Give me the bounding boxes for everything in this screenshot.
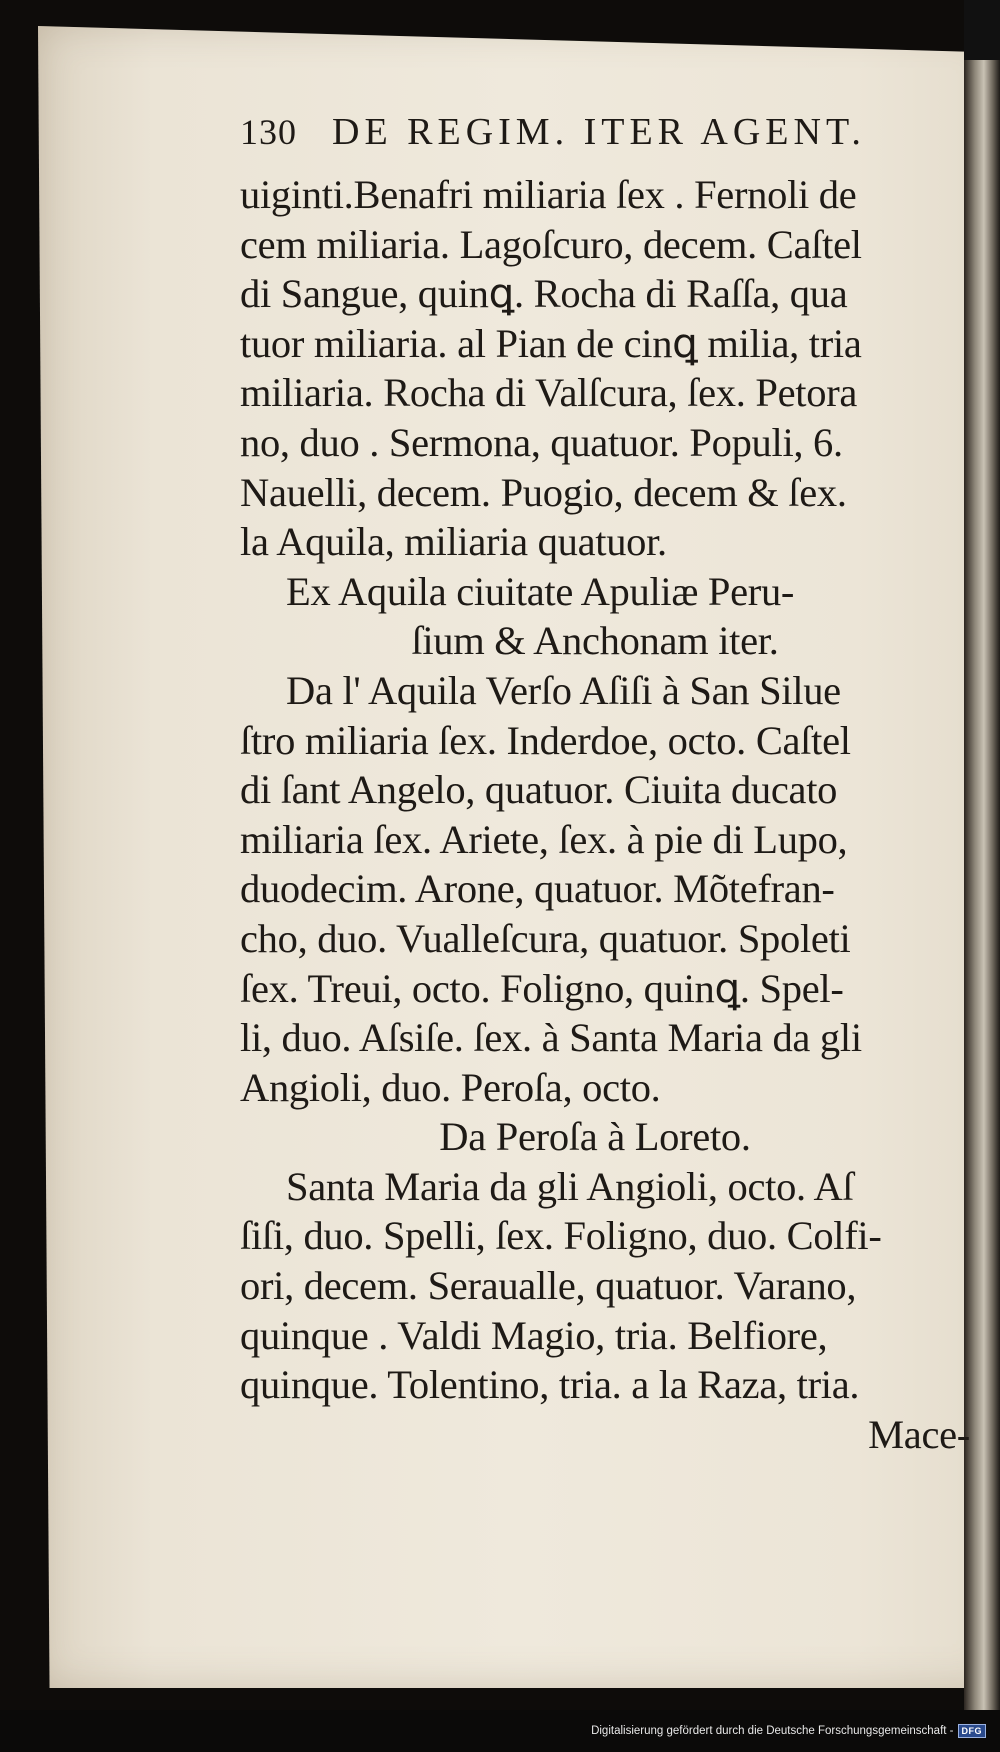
section-heading-line: Ex Aquila ciuitate Apuliæ Peru- <box>286 568 795 614</box>
text-line: di ſant Angelo, quatuor. Ciuita ducato <box>240 767 838 813</box>
catchword: Mace- <box>868 1411 970 1457</box>
text-line: ſtro miliaria ſex. Inderdoe, octo. Caſtel <box>240 717 851 763</box>
text-line: duodecim. Arone, quatuor. Mõtefran- <box>240 866 835 912</box>
text-line: uiginti.Benafri miliaria ſex . Fernoli de <box>240 172 857 217</box>
text-line: la Aquila, miliaria quatuor. <box>240 519 667 565</box>
text-line: ſiſi, duo. Spelli, ſex. Foligno, duo. Colfi- <box>240 1213 882 1259</box>
text-line: no, duo . Sermona, quatuor. Populi, 6. <box>240 419 843 465</box>
text-line: ori, decem. Seraualle, quatuor. Varano, <box>240 1263 857 1309</box>
dfg-logo-icon: DFG <box>958 1724 987 1738</box>
text-line: Santa Maria da gli Angioli, octo. Aſ <box>286 1163 854 1209</box>
section-heading-line: ſium & Anchonam iter. <box>411 618 779 664</box>
text-line: li, duo. Aſsiſe. ſex. à Santa Maria da gli <box>240 1015 862 1061</box>
text-line: quinque. Tolentino, tria. a la Raza, tria. <box>240 1362 860 1408</box>
section-heading-line: Da Peroſa à Loreto. <box>439 1114 751 1160</box>
footer-bar <box>0 1710 1000 1752</box>
text-line: Angioli, duo. Peroſa, octo. <box>240 1064 661 1110</box>
text-line: Nauelli, decem. Puogio, decem & ſex. <box>240 469 847 515</box>
text-line: di Sangue, quinꝗ. Rocha di Raſſa, qua <box>240 271 848 317</box>
page-text <box>240 110 980 1459</box>
footer-credit <box>591 1724 986 1738</box>
page-header <box>240 110 980 170</box>
running-head: DE REGIM. ITER AGENT. <box>332 111 866 153</box>
text-line: ſex. Treui, octo. Foligno, quinꝗ. Spel- <box>240 965 844 1011</box>
credit-text: Digitalisierung gefördert durch die Deutsche Forschungsgemeinschaft - <box>591 1725 954 1737</box>
text-line: Da l' Aquila Verſo Aſiſi à San Silue <box>286 667 841 713</box>
text-line: cem miliaria. Lagoſcuro, decem. Caſtel <box>240 221 862 267</box>
text-line: tuor miliaria. al Pian de cinꝗ milia, tria <box>240 320 862 366</box>
page-number: 130 <box>240 112 297 152</box>
text-line: quinque . Valdi Magio, tria. Belfiore, <box>240 1312 828 1358</box>
text-line: cho, duo. Vualleſcura, quatuor. Spoleti <box>240 915 851 961</box>
text-line: miliaria ſex. Ariete, ſex. à pie di Lupo, <box>240 816 848 862</box>
text-line: miliaria. Rocha di Valſcura, ſex. Petora <box>240 370 858 416</box>
